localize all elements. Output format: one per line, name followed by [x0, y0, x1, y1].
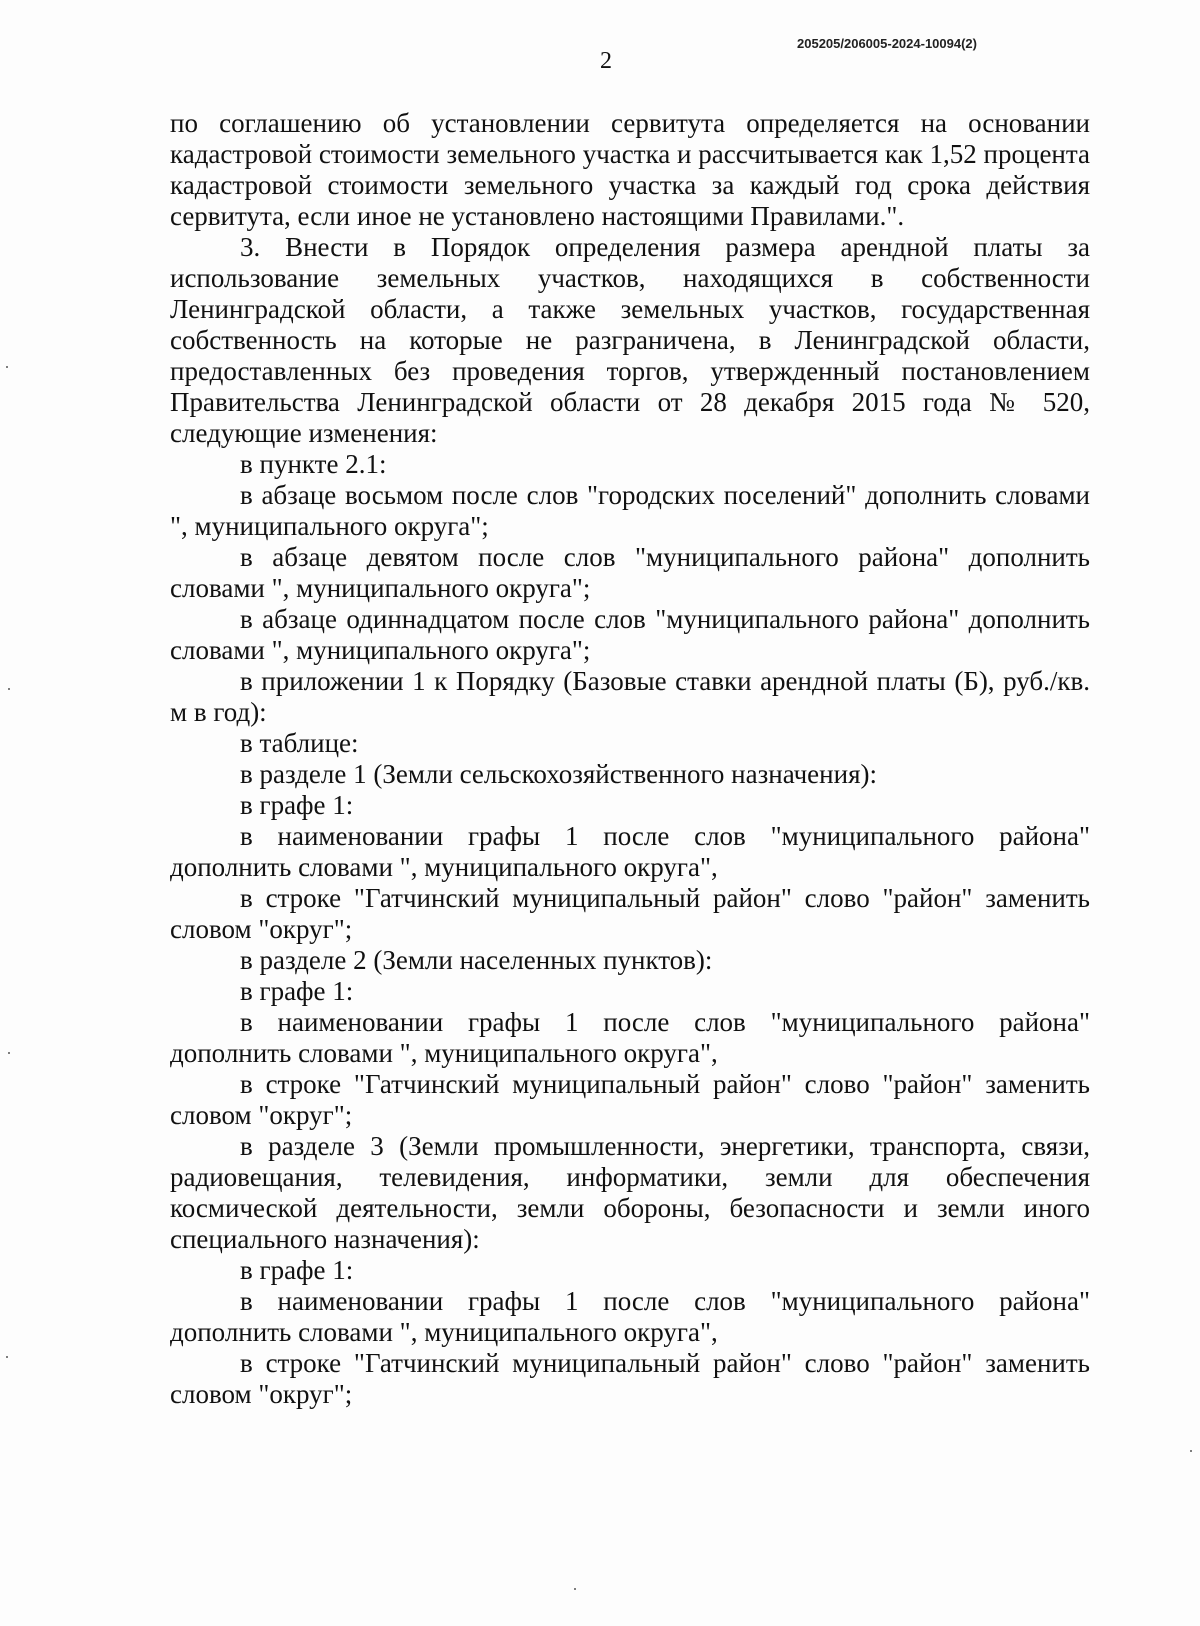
- paragraph: в приложении 1 к Порядку (Базовые ставки арендной платы (Б), руб./кв. м в год):: [170, 666, 1090, 727]
- paragraph: в наименовании графы 1 после слов "муниципального района" дополнить словами ", муниципального округа",: [170, 1007, 1090, 1068]
- scan-speck: [8, 688, 10, 690]
- paragraph: в строке "Гатчинский муниципальный район" слово "район" заменить словом "округ";: [170, 1348, 1090, 1409]
- paragraph: в абзаце одиннадцатом после слов "муниципального района" дополнить словами ", муниципального округа";: [170, 604, 1090, 665]
- document-code: 205205/206005-2024-10094(2): [797, 36, 977, 51]
- paragraph: в разделе 2 (Земли населенных пунктов):: [240, 945, 713, 975]
- paragraph: в наименовании графы 1 после слов "муниципального района" дополнить словами ", муниципального округа",: [170, 821, 1090, 882]
- paragraph: 3. Внести в Порядок определения размера арендной платы за использование земельных участков, находящихся в собственности Ленинградской области, а также земельных участков, государственная собственность на которые не разграничена, в Ленинградской области, предоставленных без проведения торгов, утвержденный постановлением Правительства Ленинградской области от 28 декабря 2015 года № 520, следующие изменения:: [170, 232, 1090, 448]
- scan-speck: [574, 1588, 576, 1590]
- scan-speck: [1190, 1450, 1192, 1452]
- paragraph: в пункте 2.1:: [240, 449, 387, 479]
- scan-speck: [8, 1052, 10, 1054]
- paragraph: в графе 1:: [240, 976, 354, 1006]
- document-body: [170, 108, 1090, 1410]
- paragraph: в наименовании графы 1 после слов "муниципального района" дополнить словами ", муниципального округа",: [170, 1286, 1090, 1347]
- paragraph: в графе 1:: [240, 1255, 354, 1285]
- page-number: 2: [600, 48, 612, 74]
- paragraph: в абзаце восьмом после слов "городских поселений" дополнить словами ", муниципального округа";: [170, 480, 1090, 541]
- paragraph: по соглашению об установлении сервитута определяется на основании кадастровой стоимости земельного участка и рассчитывается как 1,52 процента кадастровой стоимости земельного участка за каждый год срока действия сервитута, если иное не установлено настоящими Правилами.".: [170, 108, 1090, 231]
- paragraph: в строке "Гатчинский муниципальный район" слово "район" заменить словом "округ";: [170, 1069, 1090, 1130]
- paragraph: в разделе 1 (Земли сельскохозяйственного назначения):: [240, 759, 877, 789]
- paragraph: в абзаце девятом после слов "муниципального района" дополнить словами ", муниципального округа";: [170, 542, 1090, 603]
- paragraph: в разделе 3 (Земли промышленности, энергетики, транспорта, связи, радиовещания, телевидения, информатики, земли для обеспечения космической деятельности, земли обороны, безопасности и земли иного специального назначения):: [170, 1131, 1090, 1254]
- paragraph: в графе 1:: [240, 790, 354, 820]
- paragraph: в таблице:: [240, 728, 359, 758]
- scan-speck: [6, 366, 8, 368]
- paragraph: в строке "Гатчинский муниципальный район" слово "район" заменить словом "округ";: [170, 883, 1090, 944]
- scan-speck: [6, 1356, 8, 1358]
